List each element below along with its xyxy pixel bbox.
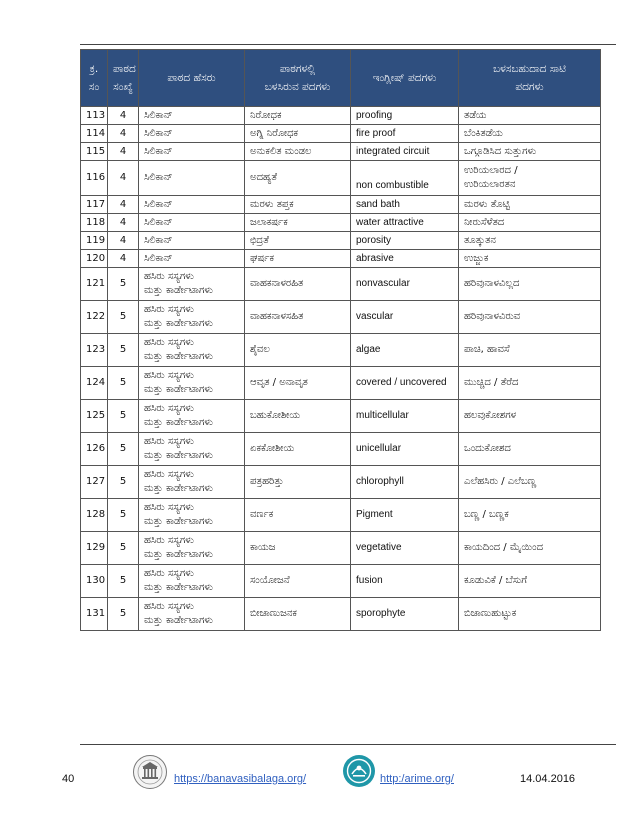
cell-kannada-term-text: ವಾಹಕನಾಳಸಹಿತ <box>250 311 304 322</box>
cell-sn <box>81 466 108 499</box>
cell-lesson-number <box>108 161 139 196</box>
cell-suggested-term-text: ಹರಿವುನಾಳವಿರುವ <box>464 311 521 322</box>
cell-english-term <box>351 499 459 532</box>
cell-sn-text: 116 <box>86 172 106 183</box>
cell-kannada-term <box>245 232 351 250</box>
header-english-term <box>351 50 459 107</box>
table-row <box>81 214 601 232</box>
header-lesson-line-2: ಸಂಖ್ಯೆ <box>113 81 133 93</box>
cell-lesson-name-text: ಸಿಲಿಕಾನ್ <box>144 172 173 183</box>
cell-lesson-name <box>139 301 245 334</box>
cell-english-term-text: porosity <box>356 234 392 246</box>
page-footer <box>0 768 638 798</box>
cell-lesson-name <box>139 268 245 301</box>
cell-lesson-number <box>108 565 139 598</box>
header-kannada-line-1: ಪಾಠಗಳಲ್ಲಿ <box>279 63 316 75</box>
cell-lesson-number <box>108 499 139 532</box>
cell-suggested-term-text: ಒಂದುಕೋಶದ <box>464 443 511 454</box>
cell-sn-text: 119 <box>86 234 106 246</box>
cell-english-term <box>351 143 459 161</box>
cell-lesson-number <box>108 301 139 334</box>
header-lesson-number <box>108 50 139 107</box>
cell-sn-text: 115 <box>86 145 106 157</box>
cell-english-term-text: fusion <box>356 575 383 586</box>
cell-lesson-name-text: ಮತ್ತು ಕಾರ್ಡೇಟಾಗಳು <box>144 417 213 428</box>
cell-kannada-term <box>245 268 351 301</box>
table-row <box>81 250 601 268</box>
cell-suggested-term <box>459 161 601 196</box>
cell-english-term <box>351 598 459 631</box>
cell-lesson-number <box>108 367 139 400</box>
cell-kannada-term <box>245 161 351 196</box>
cell-lesson-name <box>139 143 245 161</box>
cell-lesson-number-text: 5 <box>119 542 127 553</box>
cell-kannada-term <box>245 196 351 214</box>
cell-lesson-name <box>139 214 245 232</box>
cell-lesson-number-text: 5 <box>119 608 127 619</box>
cell-lesson-name-text: ಮತ್ತು ಕಾರ್ಡೇಟಾಗಳು <box>144 615 213 626</box>
cell-lesson-name <box>139 400 245 433</box>
cell-suggested-term-text: ಮರಳು ತೊಟ್ಟಿ <box>464 198 510 210</box>
cell-kannada-term <box>245 143 351 161</box>
cell-kannada-term-text: ಅದಹ್ಯತೆ <box>250 172 278 183</box>
cell-suggested-term-text: ತೂತ್ಕುತನ <box>464 234 496 246</box>
cell-kannada-term-text: ಸಂಯೋಜನೆ <box>250 575 290 586</box>
cell-lesson-name-text: ಹಸಿರು ಸಸ್ಯಗಳು <box>144 568 194 579</box>
cell-lesson-number <box>108 143 139 161</box>
cell-english-term-text: nonvascular <box>356 278 410 289</box>
cell-kannada-term-text: ಜಲಾಕರ್ಷಕ <box>250 216 288 228</box>
cell-suggested-term-text: ಪಾಚಿ, ಹಾವಸೆ <box>464 344 510 355</box>
cell-sn <box>81 268 108 301</box>
cell-suggested-term-text: ಹಲವುಕೋಶಗಳ <box>464 410 517 421</box>
table-body <box>81 107 601 631</box>
cell-lesson-number-text: 4 <box>119 109 127 121</box>
cell-english-term <box>351 565 459 598</box>
cell-lesson-name <box>139 250 245 268</box>
cell-kannada-term <box>245 565 351 598</box>
cell-kannada-term-text: ಬಹುಕೋಶೀಯ <box>250 410 301 421</box>
cell-english-term <box>351 433 459 466</box>
cell-suggested-term <box>459 107 601 125</box>
table-row <box>81 268 601 301</box>
cell-sn <box>81 598 108 631</box>
cell-lesson-name-text: ಹಸಿರು ಸಸ್ಯಗಳು <box>144 601 194 612</box>
cell-sn-text: 127 <box>86 476 106 487</box>
cell-english-term-text: abrasive <box>356 252 394 264</box>
cell-suggested-term <box>459 143 601 161</box>
cell-sn-text: 122 <box>86 311 106 322</box>
banavasi-link[interactable]: https://banavasibalaga.org/ <box>174 773 307 785</box>
cell-lesson-name-text: ಮತ್ತು ಕಾರ್ಡೇಟಾಗಳು <box>144 582 213 593</box>
cell-lesson-name <box>139 433 245 466</box>
cell-lesson-number <box>108 466 139 499</box>
header-suggested-line-1: ಬಳಸಬಹುದಾದ ಸಾಟಿ <box>493 63 566 75</box>
cell-sn-text: 131 <box>86 608 106 619</box>
cell-suggested-term-text: ಒಗ್ಗೂಡಿಸಿದ ಸುತ್ತುಗಳು <box>464 145 537 157</box>
cell-sn-text: 129 <box>86 542 106 553</box>
cell-sn <box>81 334 108 367</box>
cell-sn-text: 120 <box>86 252 106 264</box>
banavasi-balaga-logo-icon <box>132 754 168 790</box>
arime-logo-icon <box>342 754 376 788</box>
cell-lesson-number-text: 5 <box>119 443 127 454</box>
cell-kannada-term-text: ಏಕಕೋಶೀಯ <box>250 443 295 454</box>
cell-suggested-term-text: ಉಜ್ಜುಕ <box>464 252 489 264</box>
cell-kannada-term <box>245 367 351 400</box>
cell-lesson-number <box>108 250 139 268</box>
cell-lesson-name-text: ಸಿಲಿಕಾನ್ <box>144 198 173 210</box>
cell-lesson-name-text: ಹಸಿರು ಸಸ್ಯಗಳು <box>144 304 194 315</box>
header-suggested-term <box>459 50 601 107</box>
cell-english-term-text: integrated circuit <box>356 145 430 157</box>
cell-lesson-number <box>108 334 139 367</box>
cell-english-term-text: vascular <box>356 311 394 322</box>
cell-english-term <box>351 125 459 143</box>
cell-suggested-term-text: ಕೂಡುವಿಕೆ / ಬೆಸುಗೆ <box>464 575 528 586</box>
cell-english-term <box>351 161 459 196</box>
table-row <box>81 196 601 214</box>
cell-lesson-name-text: ಹಸಿರು ಸಸ್ಯಗಳು <box>144 403 194 414</box>
cell-english-term-text: sand bath <box>356 198 400 210</box>
cell-sn <box>81 107 108 125</box>
cell-english-term-text: unicellular <box>356 443 402 454</box>
cell-english-term-text: chlorophyll <box>356 476 404 487</box>
cell-suggested-term <box>459 334 601 367</box>
cell-kannada-term <box>245 400 351 433</box>
cell-lesson-number-text: 5 <box>119 509 127 520</box>
cell-lesson-name <box>139 565 245 598</box>
cell-lesson-name-text: ಸಿಲಿಕಾನ್ <box>144 216 173 228</box>
cell-sn <box>81 214 108 232</box>
cell-suggested-term-text: ಉರಿಯಲಾರತನ <box>464 179 516 190</box>
cell-sn-text: 126 <box>86 443 106 454</box>
cell-suggested-term <box>459 232 601 250</box>
cell-lesson-name-text: ಹಸಿರು ಸಸ್ಯಗಳು <box>144 502 194 513</box>
cell-english-term <box>351 196 459 214</box>
cell-lesson-number-text: 5 <box>119 575 127 586</box>
cell-lesson-name-text: ಮತ್ತು ಕಾರ್ಡೇಟಾಗಳು <box>144 549 213 560</box>
glossary-table <box>80 49 601 631</box>
cell-english-term <box>351 301 459 334</box>
cell-sn <box>81 367 108 400</box>
page-number: 40 <box>62 773 75 785</box>
cell-sn <box>81 433 108 466</box>
cell-lesson-name <box>139 367 245 400</box>
cell-suggested-term-text: ತಡೆಯ <box>464 109 487 121</box>
table-row <box>81 301 601 334</box>
cell-lesson-name-text: ಮತ್ತು ಕಾರ್ಡೇಟಾಗಳು <box>144 483 213 494</box>
cell-sn-text: 118 <box>86 216 106 228</box>
cell-lesson-number-text: 5 <box>119 344 127 355</box>
cell-suggested-term <box>459 214 601 232</box>
cell-lesson-number-text: 4 <box>119 252 127 264</box>
cell-suggested-term-text: ಉರಿಯಲಾರದ / <box>464 165 518 176</box>
cell-sn <box>81 125 108 143</box>
cell-sn-text: 124 <box>86 377 106 388</box>
table-row <box>81 161 601 196</box>
cell-sn-text: 128 <box>86 509 106 520</box>
cell-kannada-term <box>245 433 351 466</box>
cell-kannada-term-text: ಆವೃತ / ಅನಾವೃತ <box>250 377 308 388</box>
table-row <box>81 367 601 400</box>
cell-kannada-term-text: ವಾಹಕನಾಳರಹಿತ <box>250 278 304 289</box>
cell-lesson-number-text: 5 <box>119 410 127 421</box>
cell-kannada-term <box>245 598 351 631</box>
cell-lesson-name <box>139 499 245 532</box>
cell-sn <box>81 196 108 214</box>
cell-kannada-term-text: ನಿರೋಧಕ <box>250 109 282 121</box>
cell-lesson-number-text: 5 <box>119 278 127 289</box>
cell-sn <box>81 161 108 196</box>
cell-english-term <box>351 250 459 268</box>
bottom-rule <box>80 744 616 745</box>
cell-lesson-name <box>139 466 245 499</box>
cell-sn <box>81 250 108 268</box>
cell-english-term <box>351 367 459 400</box>
cell-lesson-name-text: ಹಸಿರು ಸಸ್ಯಗಳು <box>144 535 194 546</box>
cell-suggested-term-text: ಬೆಂಕಿತಡೆಯ <box>464 127 503 139</box>
cell-kannada-term-text: ಅಗ್ನಿ ನಿರೋಧಕ <box>250 127 299 139</box>
cell-lesson-name-text: ಸಿಲಿಕಾನ್ <box>144 109 173 121</box>
table-row <box>81 499 601 532</box>
cell-suggested-term-text: ಬಿಜಾಣುಹುಟ್ಟುಕ <box>464 608 517 619</box>
cell-english-term-text: vegetative <box>356 542 402 553</box>
cell-lesson-number <box>108 433 139 466</box>
cell-lesson-number-text: 5 <box>119 311 127 322</box>
header-sn-line-1: ಕ್ರ. <box>89 63 99 75</box>
header-suggested-line-2: ಪದಗಳು <box>515 81 544 93</box>
cell-kannada-term <box>245 532 351 565</box>
cell-suggested-term <box>459 301 601 334</box>
top-rule <box>80 44 616 45</box>
header-lesson-name <box>139 50 245 107</box>
table-row <box>81 143 601 161</box>
cell-sn-text: 130 <box>86 575 106 586</box>
cell-sn-text: 113 <box>86 109 106 121</box>
cell-english-term <box>351 400 459 433</box>
cell-lesson-number-text: 4 <box>119 234 127 246</box>
cell-lesson-name <box>139 334 245 367</box>
cell-lesson-name-text: ಹಸಿರು ಸಸ್ಯಗಳು <box>144 436 194 447</box>
cell-lesson-number <box>108 268 139 301</box>
cell-kannada-term <box>245 125 351 143</box>
cell-lesson-number <box>108 107 139 125</box>
header-sn-line-2: ಸಂ <box>88 81 100 93</box>
cell-kannada-term <box>245 107 351 125</box>
cell-kannada-term <box>245 466 351 499</box>
cell-suggested-term <box>459 466 601 499</box>
cell-kannada-term <box>245 301 351 334</box>
cell-lesson-name-text: ಹಸಿರು ಸಸ್ಯಗಳು <box>144 370 194 381</box>
cell-suggested-term <box>459 499 601 532</box>
cell-kannada-term-text: ಪತ್ರಹರಿತ್ತು <box>250 476 284 487</box>
cell-lesson-name <box>139 107 245 125</box>
cell-suggested-term-text: ಮುಚ್ಚಿದ / ತೆರೆದ <box>464 377 519 388</box>
cell-english-term-text: proofing <box>356 109 393 121</box>
cell-suggested-term <box>459 196 601 214</box>
cell-english-term-text: Pigment <box>356 509 393 520</box>
cell-sn <box>81 143 108 161</box>
cell-sn-text: 117 <box>86 198 106 210</box>
cell-suggested-term <box>459 598 601 631</box>
cell-suggested-term <box>459 268 601 301</box>
cell-suggested-term <box>459 400 601 433</box>
cell-lesson-number <box>108 232 139 250</box>
cell-lesson-name <box>139 532 245 565</box>
cell-english-term-text: multicellular <box>356 410 409 421</box>
cell-sn <box>81 532 108 565</box>
cell-lesson-name-text: ಮತ್ತು ಕಾರ್ಡೇಟಾಗಳು <box>144 285 213 296</box>
cell-lesson-name-text: ಸಿಲಿಕಾನ್ <box>144 145 173 157</box>
cell-suggested-term <box>459 125 601 143</box>
cell-english-term <box>351 232 459 250</box>
cell-lesson-number-text: 4 <box>119 127 127 139</box>
cell-lesson-name-text: ಸಿಲಿಕಾನ್ <box>144 252 173 264</box>
cell-suggested-term-text: ನೀರುಸೆಳೆತದ <box>464 216 505 228</box>
cell-english-term <box>351 334 459 367</box>
table-row <box>81 433 601 466</box>
cell-lesson-number <box>108 532 139 565</box>
cell-english-term <box>351 268 459 301</box>
cell-sn-text: 121 <box>86 278 106 289</box>
cell-lesson-name-text: ಮತ್ತು ಕಾರ್ಡೇಟಾಗಳು <box>144 318 213 329</box>
cell-english-term <box>351 466 459 499</box>
cell-kannada-term-text: ವರ್ಣಕ <box>250 509 274 520</box>
cell-lesson-name <box>139 161 245 196</box>
cell-lesson-name-text: ಮತ್ತು ಕಾರ್ಡೇಟಾಗಳು <box>144 450 213 461</box>
table-row <box>81 565 601 598</box>
cell-suggested-term-text: ಹರಿವುನಾಳವಿಲ್ಲದ <box>464 278 520 289</box>
cell-english-term <box>351 214 459 232</box>
cell-lesson-name <box>139 232 245 250</box>
cell-lesson-name-text: ಸಿಲಿಕಾನ್ <box>144 127 173 139</box>
cell-sn <box>81 499 108 532</box>
cell-english-term-text: algae <box>356 344 381 355</box>
header-lesson-line-1: ಪಾಠದ <box>113 63 136 75</box>
cell-lesson-number <box>108 598 139 631</box>
cell-lesson-number-text: 5 <box>119 476 127 487</box>
cell-lesson-name-text: ಹಸಿರು ಸಸ್ಯಗಳು <box>144 271 194 282</box>
cell-kannada-term <box>245 214 351 232</box>
cell-kannada-term-text: ಅನುಕಲಿತ ಮಂಡಲ <box>250 145 312 157</box>
cell-english-term-text: covered / uncovered <box>356 377 447 388</box>
cell-lesson-name-text: ಹಸಿರು ಸಸ್ಯಗಳು <box>144 337 194 348</box>
cell-english-term-text: water attractive <box>356 216 424 228</box>
cell-lesson-number <box>108 196 139 214</box>
cell-kannada-term-text: ಬೀಜಾಣುಜನಕ <box>250 608 297 619</box>
cell-sn-text: 114 <box>86 127 106 139</box>
cell-sn <box>81 301 108 334</box>
cell-english-term-text: sporophyte <box>356 608 406 619</box>
cell-kannada-term-text: ಘರ್ಷಕ <box>250 252 274 264</box>
cell-suggested-term <box>459 532 601 565</box>
cell-lesson-name-text: ಸಿಲಿಕಾನ್ <box>144 234 173 246</box>
cell-sn <box>81 565 108 598</box>
header-kannada-line-2: ಬಳಸಿರುವ ಪದಗಳು <box>264 81 331 93</box>
table-row <box>81 334 601 367</box>
cell-lesson-name-text: ಮತ್ತು ಕಾರ್ಡೇಟಾಗಳು <box>144 351 213 362</box>
cell-kannada-term <box>245 334 351 367</box>
cell-suggested-term <box>459 367 601 400</box>
cell-lesson-name <box>139 125 245 143</box>
cell-kannada-term-text: ಶೈವಲ <box>250 344 270 355</box>
table-header <box>81 50 601 107</box>
cell-lesson-number-text: 4 <box>119 145 127 157</box>
cell-lesson-number-text: 4 <box>119 216 127 228</box>
cell-sn <box>81 400 108 433</box>
cell-suggested-term <box>459 433 601 466</box>
cell-kannada-term-text: ಕಾಯಜ <box>250 542 276 553</box>
cell-kannada-term-text: ಮರಳು ತಪ್ತಕ <box>250 198 294 210</box>
cell-lesson-name <box>139 598 245 631</box>
cell-lesson-number <box>108 214 139 232</box>
table-row <box>81 125 601 143</box>
cell-kannada-term <box>245 499 351 532</box>
header-lesson-name-line-1: ಪಾಠದ ಹೆಸರು <box>167 72 216 84</box>
cell-lesson-name-text: ಮತ್ತು ಕಾರ್ಡೇಟಾಗಳು <box>144 384 213 395</box>
header-sn <box>81 50 108 107</box>
cell-suggested-term <box>459 565 601 598</box>
cell-suggested-term-text: ಎಲೆಹಸಿರು / ಎಲೆಬಣ್ಣ <box>464 476 537 487</box>
cell-english-term-text: non combustible <box>356 180 429 191</box>
table-row <box>81 400 601 433</box>
cell-lesson-number <box>108 400 139 433</box>
cell-lesson-name <box>139 196 245 214</box>
cell-lesson-name-text: ಹಸಿರು ಸಸ್ಯಗಳು <box>144 469 194 480</box>
cell-sn <box>81 232 108 250</box>
arime-link[interactable]: http:/arime.org/ <box>380 773 454 785</box>
cell-english-term <box>351 107 459 125</box>
table-row <box>81 232 601 250</box>
table-row <box>81 466 601 499</box>
cell-sn-text: 123 <box>86 344 106 355</box>
table-row <box>81 598 601 631</box>
footer-date: 14.04.2016 <box>520 773 576 785</box>
cell-sn-text: 125 <box>86 410 106 421</box>
table-row <box>81 532 601 565</box>
cell-suggested-term-text: ಕಾಯದಿಂದ / ಮೈಯಿಂದ <box>464 542 544 553</box>
table-row <box>81 107 601 125</box>
cell-lesson-number <box>108 125 139 143</box>
cell-kannada-term-text: ಛಿದ್ರತೆ <box>250 234 269 246</box>
cell-kannada-term <box>245 250 351 268</box>
cell-lesson-name-text: ಮತ್ತು ಕಾರ್ಡೇಟಾಗಳು <box>144 516 213 527</box>
cell-lesson-number-text: 4 <box>119 198 127 210</box>
header-english-line-1: ಇಂಗ್ಲೀಷ್ ಪದಗಳು <box>372 72 437 84</box>
cell-suggested-term-text: ಬಣ್ಣ / ಬಣ್ಣಕ <box>464 509 509 520</box>
cell-english-term <box>351 532 459 565</box>
cell-lesson-number-text: 4 <box>119 172 127 183</box>
cell-suggested-term <box>459 250 601 268</box>
cell-english-term-text: fire proof <box>356 127 396 139</box>
header-kannada-term <box>245 50 351 107</box>
cell-lesson-number-text: 5 <box>119 377 127 388</box>
